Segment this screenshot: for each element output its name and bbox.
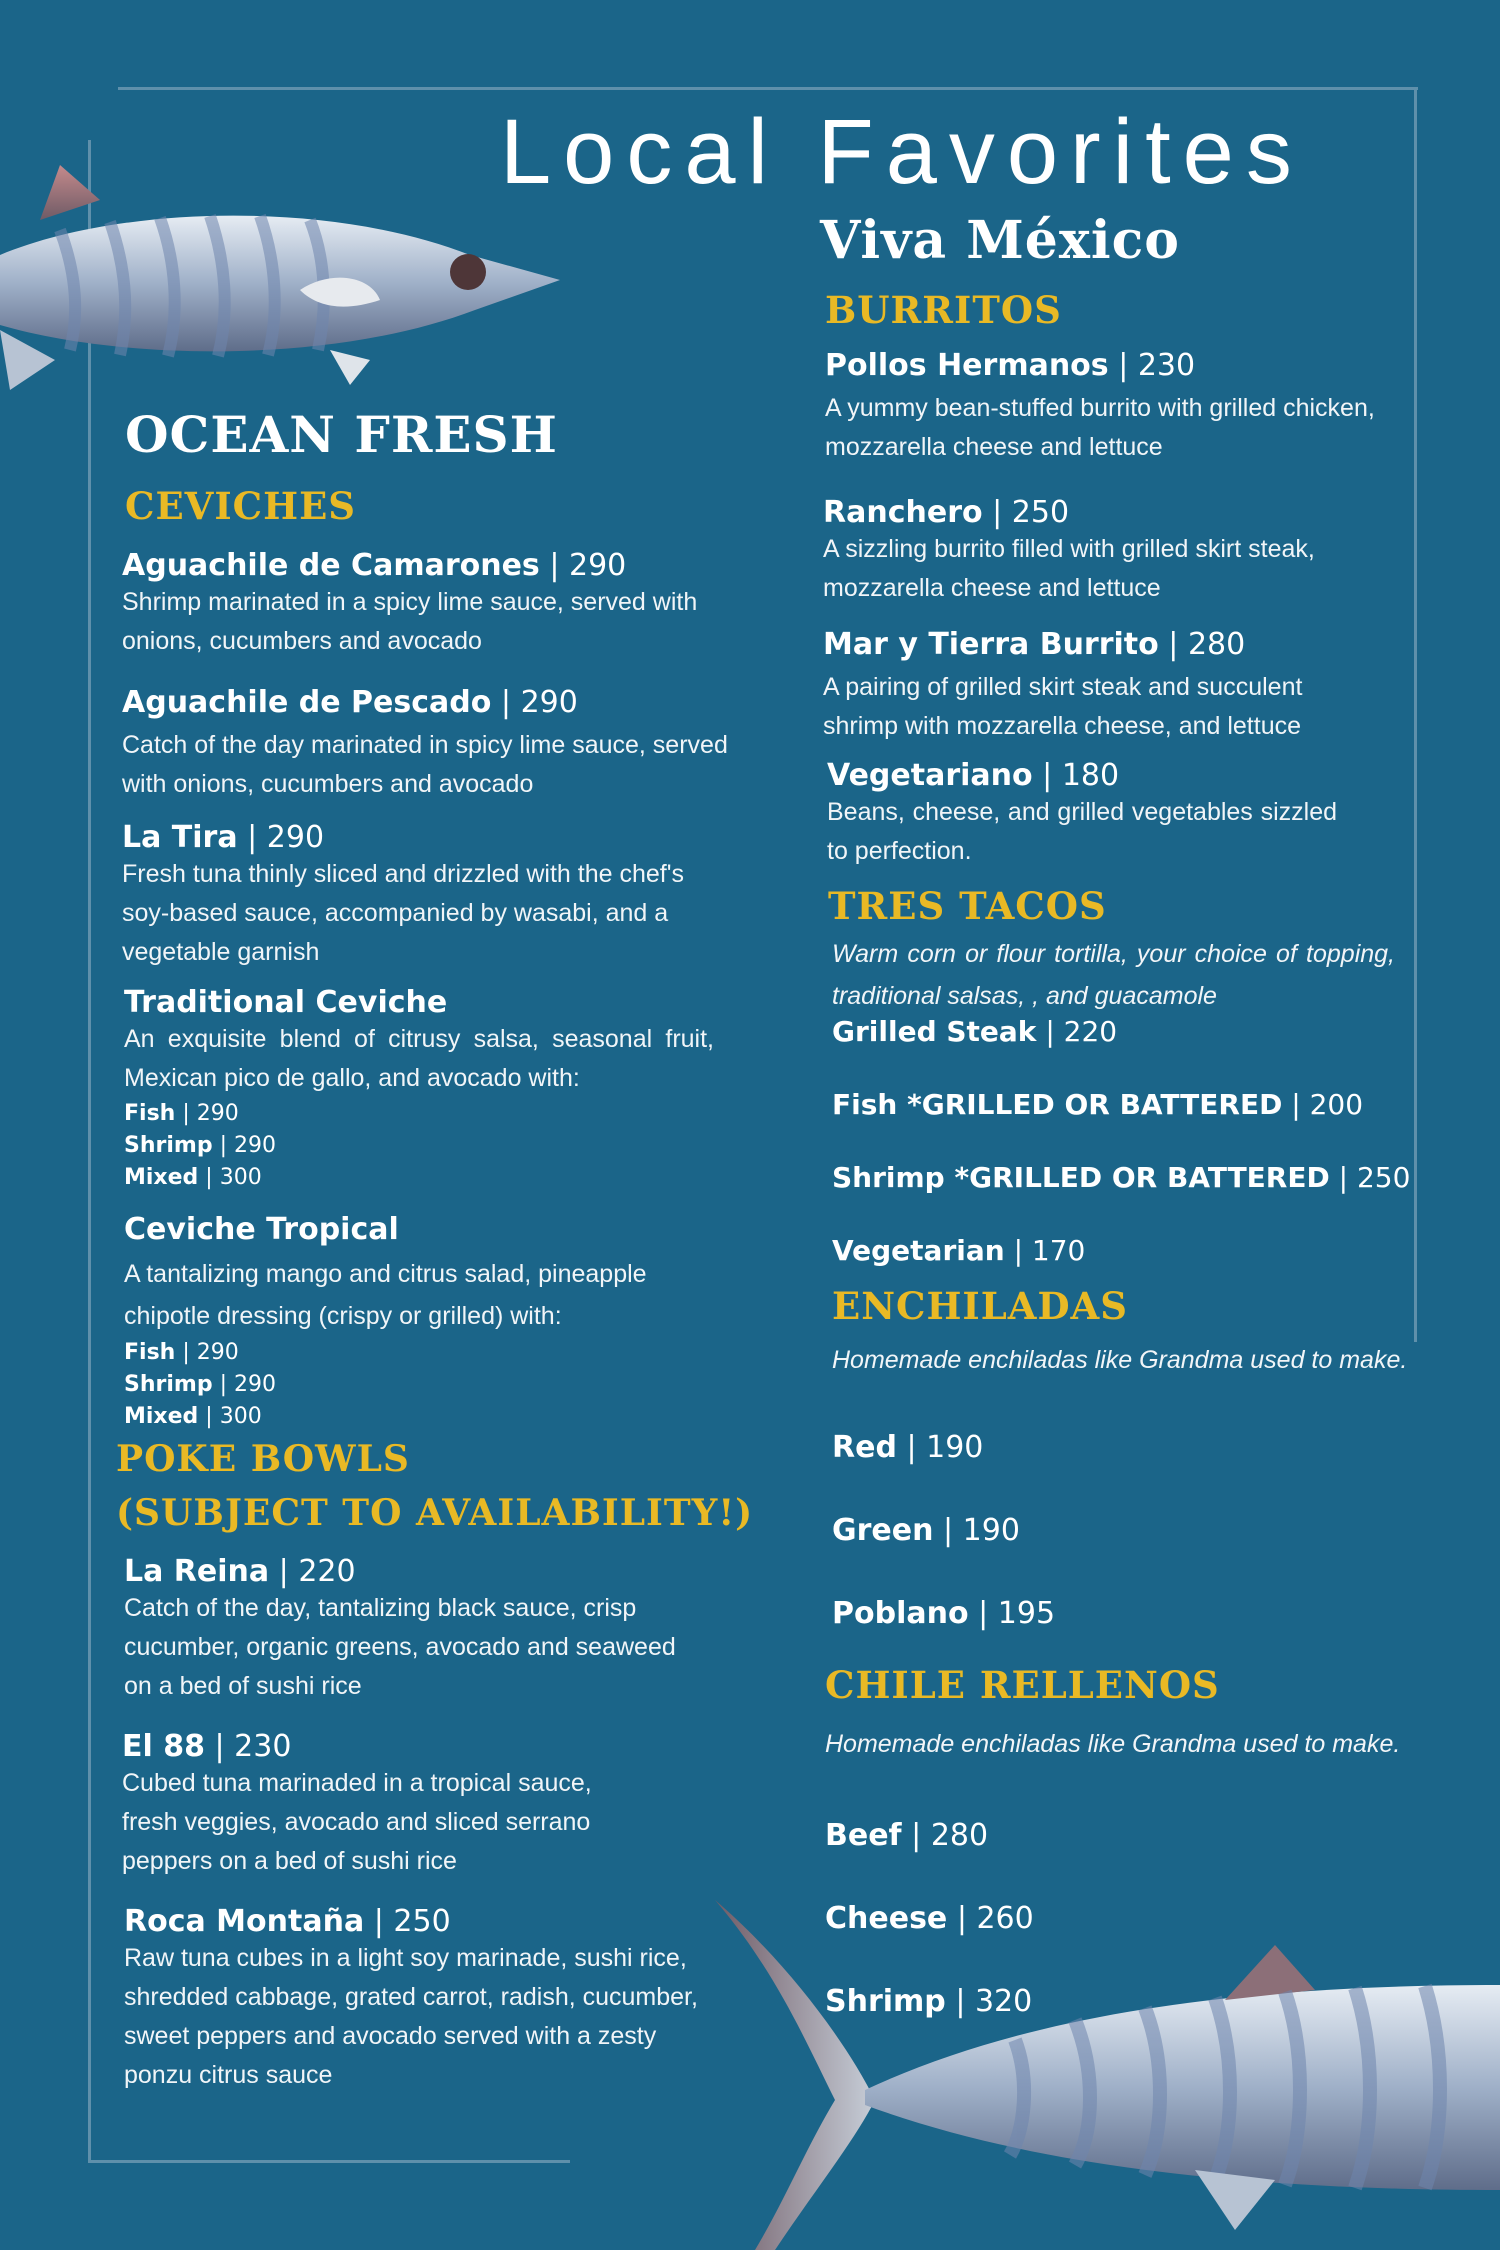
item-price: 290 [520, 685, 578, 720]
item-name: La Reina [124, 1554, 270, 1589]
item-price: 220 [1063, 1015, 1118, 1048]
menu-item-ceviche-tropical: Ceviche Tropical A tantalizing mango and citrus salad, pineapple chipotle dressing (crispy or grilled) with: Fish | 290 Shrimp | 290 Mixed | 300 [124, 1212, 734, 1433]
option-price: 300 [219, 1165, 262, 1190]
enchilada-item-green: Green | 190 [832, 1513, 1020, 1548]
option-price: 290 [196, 1340, 239, 1365]
item-description: Shrimp marinated in a spicy lime sauce, served with onions, cucumbers and avocado [122, 588, 698, 655]
menu-item-aguachile-camarones: Aguachile de Camarones | 290 Shrimp marinated in a spicy lime sauce, served with onions, cucumbers and avocado [122, 548, 732, 661]
item-price: 290 [266, 820, 325, 855]
item-name: Ceviche Tropical [124, 1212, 399, 1247]
viva-mexico-heading: Viva México [820, 210, 1180, 271]
item-name: Vegetarian [832, 1234, 1005, 1267]
item-price: 200 [1309, 1088, 1364, 1121]
menu-item-mar-y-tierra: Mar y Tierra Burrito | 280 A pairing of grilled skirt steak and succulent shrimp with mozzarella cheese, and lettuce [823, 627, 1383, 746]
menu-item-el-88: El 88 | 230 Cubed tuna marinaded in a tropical sauce, fresh veggies, avocado and sliced serrano peppers on a bed of sushi rice [122, 1729, 652, 1881]
item-name: Poblano [832, 1596, 969, 1631]
item-description: Fresh tuna thinly sliced and drizzled with the chef's soy-based sauce, accompanied by wasabi, and a vegetable garnish [122, 860, 684, 966]
item-price: 230 [234, 1729, 292, 1764]
tres-tacos-heading: TRES TACOS [828, 884, 1107, 928]
item-name: Mar y Tierra Burrito [823, 627, 1159, 662]
option-price: 300 [219, 1404, 262, 1429]
item-price: 190 [962, 1513, 1020, 1548]
item-name: Shrimp [825, 1984, 946, 2019]
item-price: 250 [1011, 495, 1070, 530]
item-price: 250 [393, 1904, 451, 1939]
item-price: 250 [1356, 1161, 1411, 1194]
item-price: 195 [997, 1596, 1056, 1631]
item-name: Cheese [825, 1901, 948, 1936]
tres-tacos-description: Warm corn or flour tortilla, your choice of topping, traditional salsas, , and guacamole [832, 940, 1395, 1010]
fish-illustration-bottom [715, 1890, 1500, 2250]
chile-rellenos-heading: CHILE RELLENOS [825, 1663, 1220, 1707]
item-price: 320 [974, 1984, 1033, 2019]
item-price: 190 [926, 1430, 984, 1465]
taco-item-grilled-steak: Grilled Steak | 220 [832, 1015, 1118, 1048]
item-name: Roca Montaña [124, 1904, 365, 1939]
item-description: A tantalizing mango and citrus salad, pineapple chipotle dressing (crispy or grilled) with: [124, 1260, 647, 1330]
option-price: 290 [233, 1372, 276, 1397]
menu-item-roca-montana: Roca Montaña | 250 Raw tuna cubes in a light soy marinade, sushi rice, shredded cabbage, grated carrot, radish, cucumber, sweet peppers and avocado served with a zesty ponzu citrus sauce [124, 1904, 724, 2095]
item-price: 180 [1061, 758, 1120, 793]
option-label: Fish [124, 1340, 176, 1365]
ocean-fresh-heading: OCEAN FRESH [125, 405, 558, 464]
taco-item-vegetarian: Vegetarian | 170 [832, 1234, 1086, 1267]
item-name: Pollos Hermanos [825, 348, 1109, 383]
item-name: Aguachile de Camarones [122, 548, 540, 583]
item-name: Traditional Ceviche [124, 985, 448, 1020]
item-description: Raw tuna cubes in a light soy marinade, sushi rice, shredded cabbage, grated carrot, radish, cucumber, sweet peppers and avocado served with a zesty ponzu citrus sauce [124, 1944, 698, 2089]
item-name: Ranchero [823, 495, 983, 530]
menu-item-pollos-hermanos: Pollos Hermanos | 230 A yummy bean-stuffed burrito with grilled chicken, mozzarella cheese and lettuce [825, 348, 1385, 467]
item-name: Shrimp *GRILLED OR BATTERED [832, 1161, 1330, 1194]
item-price: 290 [568, 548, 627, 583]
item-name: La Tira [122, 820, 238, 855]
menu-item-aguachile-pescado: Aguachile de Pescado | 290 Catch of the day marinated in spicy lime sauce, served with onions, cucumbers and avocado [122, 685, 732, 804]
item-price: 220 [298, 1554, 356, 1589]
option-label: Shrimp [124, 1133, 213, 1158]
ceviches-heading: CEVICHES [125, 484, 356, 528]
frame-line-bottom [88, 2160, 570, 2163]
page-title: Local Favorites [500, 101, 1304, 203]
burritos-heading: BURRITOS [825, 288, 1062, 332]
fish-illustration-top [0, 160, 570, 400]
enchiladas-heading: ENCHILADAS [832, 1284, 1128, 1328]
item-price: 260 [976, 1901, 1034, 1936]
item-name: Beef [825, 1818, 902, 1853]
option-label: Mixed [124, 1165, 199, 1190]
enchilada-item-red: Red | 190 [832, 1430, 984, 1465]
item-price: 170 [1031, 1234, 1086, 1267]
option-price: 290 [233, 1133, 276, 1158]
menu-item-ranchero: Ranchero | 250 A sizzling burrito filled with grilled skirt steak, mozzarella cheese and lettuce [823, 495, 1383, 608]
poke-bowls-heading: POKE BOWLS [116, 1438, 410, 1480]
item-name: Green [832, 1513, 934, 1548]
menu-item-la-reina: La Reina | 220 Catch of the day, tantalizing black sauce, crisp cucumber, organic greens, avocado and seaweed on a bed of sushi rice [124, 1554, 694, 1706]
menu-item-vegetariano: Vegetariano | 180 Beans, cheese, and grilled vegetables sizzled to perfection. [827, 758, 1337, 871]
poke-bowls-subheading: (SUBJECT TO AVAILABILITY!) [116, 1492, 754, 1534]
item-price: 230 [1137, 348, 1196, 383]
item-name: Vegetariano [827, 758, 1033, 793]
relleno-item-shrimp: Shrimp | 320 [825, 1984, 1033, 2019]
item-name: Grilled Steak [832, 1015, 1037, 1048]
enchiladas-description: Homemade enchiladas like Grandma used to make. [832, 1346, 1408, 1374]
frame-line-left [88, 140, 91, 2163]
item-description: Catch of the day marinated in spicy lime sauce, served with onions, cucumbers and avocado [122, 731, 728, 798]
chile-rellenos-description: Homemade enchiladas like Grandma used to make. [825, 1730, 1401, 1758]
relleno-item-cheese: Cheese | 260 [825, 1901, 1034, 1936]
enchilada-item-poblano: Poblano | 195 [832, 1596, 1056, 1631]
taco-item-fish: Fish *GRILLED OR BATTERED | 200 [832, 1088, 1364, 1121]
item-description: Beans, cheese, and grilled vegetables sizzled to perfection. [827, 798, 1337, 865]
option-label: Mixed [124, 1404, 199, 1429]
option-price: 290 [196, 1101, 239, 1126]
item-description: Catch of the day, tantalizing black sauce, crisp cucumber, organic greens, avocado and seaweed on a bed of sushi rice [124, 1594, 676, 1700]
item-description: An exquisite blend of citrusy salsa, seasonal fruit, Mexican pico de gallo, and avocado with: [124, 1025, 714, 1092]
taco-item-shrimp: Shrimp *GRILLED OR BATTERED | 250 [832, 1161, 1411, 1194]
item-description: A pairing of grilled skirt steak and succulent shrimp with mozzarella cheese, and lettuce [823, 673, 1303, 740]
option-label: Fish [124, 1101, 176, 1126]
menu-item-la-tira: La Tira | 290 Fresh tuna thinly sliced and drizzled with the chef's soy-based sauce, accompanied by wasabi, and a vegetable garnish [122, 820, 732, 972]
frame-line-top [118, 87, 1418, 90]
item-price: 280 [1187, 627, 1246, 662]
item-price: 280 [930, 1818, 989, 1853]
frame-line-right [1414, 87, 1417, 1342]
relleno-item-beef: Beef | 280 [825, 1818, 989, 1853]
item-description: A yummy bean-stuffed burrito with grilled chicken, mozzarella cheese and lettuce [825, 394, 1375, 461]
option-label: Shrimp [124, 1372, 213, 1397]
menu-item-traditional-ceviche: Traditional Ceviche An exquisite blend of citrusy salsa, seasonal fruit, Mexican pico de gallo, and avocado with: Fish | 290 Shrimp | 290 Mixed | 300 [124, 985, 714, 1190]
item-name: Red [832, 1430, 897, 1465]
item-description: Cubed tuna marinaded in a tropical sauce, fresh veggies, avocado and sliced serrano peppers on a bed of sushi rice [122, 1769, 592, 1875]
item-description: A sizzling burrito filled with grilled skirt steak, mozzarella cheese and lettuce [823, 535, 1315, 602]
item-name: El 88 [122, 1729, 205, 1764]
item-name: Fish *GRILLED OR BATTERED [832, 1088, 1283, 1121]
item-name: Aguachile de Pescado [122, 685, 492, 720]
